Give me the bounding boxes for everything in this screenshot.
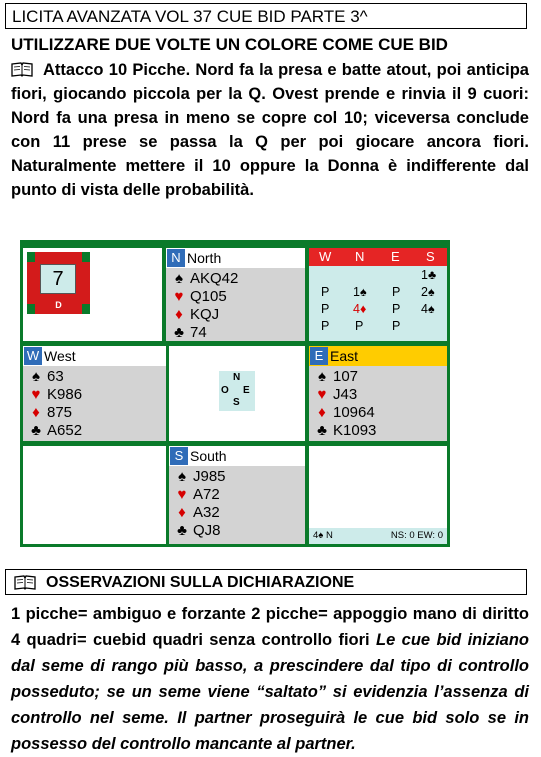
diamond-icon: ♦ [318,404,326,421]
bid-cell: 1♣ [421,268,437,282]
bid-cell: 4♠ [421,302,435,316]
club-icon: ♣ [317,422,327,439]
contract-label: 4♠ N [313,530,333,541]
west-seat-badge: W [24,347,42,365]
intro-text: Attacco 10 Picche. Nord fa la presa e batte atout, poi anticipa fiori, giocando piccola per la Q. Ovest prende e rinvia il 9 cuori: Nord fa una presa in meno se copre col 10; viceversa conclude con 11 prese se passa la Q per poi giocare ancora fiori. Naturalmente mettere il 10 oppure la Donna è indifferente dal punto di vista delle probabilità. [11,61,529,199]
score-label: NS: 0 EW: 0 [390,530,443,541]
compass-s: S [233,397,240,408]
intro-paragraph [11,58,529,202]
dealer-marker: D [55,300,62,310]
club-icon: ♣ [31,422,41,439]
page-title: LICITA AVANZATA VOL 37 CUE BID PARTE 3^ [12,7,368,26]
title-box [5,3,527,29]
south-seat-badge: S [170,447,188,465]
bridge-board [20,240,450,547]
north-clubs: ♣ 74 [172,323,207,343]
spade-icon: ♠ [32,368,40,385]
north-label [166,248,305,268]
compass-w: O [221,385,229,396]
bid-cell: P [355,319,364,333]
heart-icon: ♥ [177,486,187,503]
observations-paragraph [11,601,529,757]
spade-icon: ♠ [175,270,183,287]
bid-cell: P [392,319,401,333]
south-spades: ♠ J985 [175,467,226,487]
compass-n: N [233,372,241,383]
south-hearts: ♥ A72 [175,485,220,505]
bid-cell: 2♠ [421,285,435,299]
bid-cell: P [392,302,401,316]
result-bar [309,528,447,544]
book-icon [11,60,33,75]
observations-title: OSSERVAZIONI SULLA DICHIARAZIONE [46,574,355,591]
west-diamonds: ♦ 875 [29,403,72,423]
club-icon: ♣ [174,324,184,341]
heart-icon: ♥ [31,386,41,403]
west-hearts: ♥ K986 [29,385,82,405]
bid-header-n: N [355,249,365,264]
observations-title-box [5,569,527,595]
bidding-table [309,248,447,341]
bid-header-e: E [391,249,400,264]
west-spades: ♠ 63 [29,367,64,387]
east-name: East [330,348,359,364]
diamond-icon: ♦ [175,306,183,323]
east-hand [309,346,447,441]
east-label [309,346,447,366]
dealer-cell [23,248,162,341]
bidding-header [309,248,447,266]
bid-cell: P [392,285,401,299]
west-clubs: ♣ A652 [29,421,82,441]
east-diamonds: ♦ 10964 [315,403,375,423]
observations-bold-text: 1 picche= ambiguo e forzante 2 picche= appoggio mano di diritto 4 quadri= cuebid quadri senza controllo fiori [11,605,529,649]
south-hand [169,446,305,544]
east-spades: ♠ 107 [315,367,358,387]
page-subtitle: UTILIZZARE DUE VOLTE UN COLORE COME CUE BID [11,35,448,54]
board-number-frame [27,252,90,314]
north-hand [166,248,305,341]
east-seat-badge: E [310,347,328,365]
north-hearts: ♥ Q105 [172,287,227,307]
south-diamonds: ♦ A32 [175,503,220,523]
result-cell [309,446,447,544]
north-seat-badge: N [167,249,185,267]
observations-italic-text: Le cue bid iniziano dal seme di rango più basso, a prescindere dal tipo di controllo posseduto; se un seme viene “saltato” si evidenzia l’assenza di controllo nel seme. Il partner proseguirà le cue bid solo se in possesso del controllo mancante al partner. [11,631,529,753]
west-label [23,346,166,366]
bid-cell: 4♦ [353,302,367,316]
bid-header-s: S [426,249,435,264]
north-spades: ♠ AKQ42 [172,269,238,289]
club-icon: ♣ [177,522,187,539]
south-name: South [190,448,227,464]
compass [219,371,255,411]
empty-cell [23,446,166,544]
south-label [169,446,305,466]
board-number: 7 [40,264,76,294]
bid-cell: 1♠ [353,285,367,299]
bid-header-w: W [319,249,332,264]
heart-icon: ♥ [174,288,184,305]
center-cell [169,346,305,441]
book-icon [14,575,36,595]
spade-icon: ♠ [178,468,186,485]
compass-e: E [243,385,250,396]
south-clubs: ♣ QJ8 [175,521,221,541]
bid-cell: P [321,302,330,316]
diamond-icon: ♦ [178,504,186,521]
north-diamonds: ♦ KQJ [172,305,219,325]
diamond-icon: ♦ [32,404,40,421]
bid-cell: P [321,285,330,299]
west-name: West [44,348,76,364]
spade-icon: ♠ [318,368,326,385]
north-name: North [187,250,222,266]
east-clubs: ♣ K1093 [315,421,376,441]
bid-cell: P [321,319,330,333]
heart-icon: ♥ [317,386,327,403]
east-hearts: ♥ J43 [315,385,357,405]
west-hand [23,346,166,441]
